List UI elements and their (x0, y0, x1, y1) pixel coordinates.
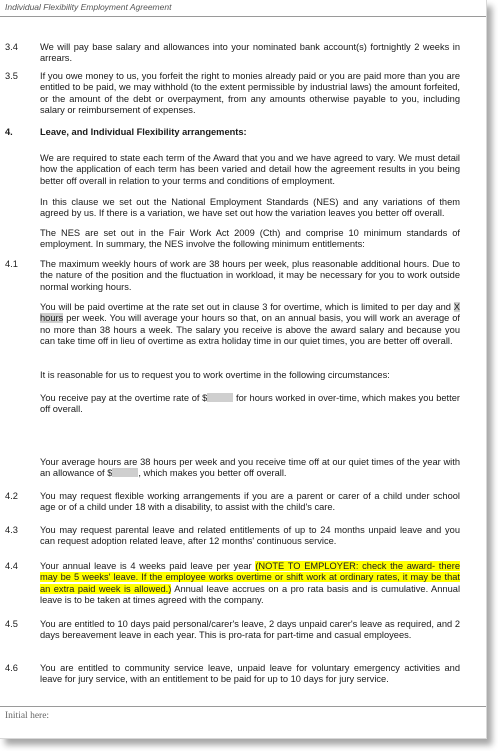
clause-number: 3.4 (5, 42, 18, 52)
section-title: Leave, and Individual Flexibility arrangements: (40, 127, 247, 137)
clause-text: You are entitled to 10 days paid personal/carer's leave, 2 days unpaid carer's leave as required, and 2 days bereavement leave in each year. This is pro-rata for part-time and casual employees. (40, 619, 460, 641)
document-header: Individual Flexibility Employment Agreement (5, 2, 172, 12)
clause-number: 3.5 (5, 71, 18, 81)
paragraph-text: It is reasonable for us to request you to work overtime in the following circumstances: (40, 370, 390, 380)
paragraph-text (40, 457, 460, 480)
redacted-amount (207, 393, 233, 402)
paragraph-text: We are required to state each term of the Award that you and we have agreed to vary. We must detail how the application of each term has been varied and detail how the agreement results in you being better off overall in relation to your terms and conditions of employment. (40, 153, 460, 186)
section-number: 4. (5, 127, 13, 137)
clause-text: You are entitled to community service leave, unpaid leave for voluntary emergency activities and leave for jury service, with an entitlement to be paid for up to 10 days for jury service. (40, 663, 460, 685)
employer-note-highlight: (NOTE TO EMPLOYER: check the award- there may be 5 weeks' leave. If the employee works overtime or shift work at ordinary rates, it may be that an extra paid week is allowed.) (40, 561, 460, 594)
clause-text: If you owe money to us, you forfeit the right to monies already paid or you are paid more than you are entitled to be paid, we may withhold (to the extent permissible by industrial laws) the amount forfeited, or the amount of the debt or overpayment, from any amounts otherwise payable to you, including salary or reimbursement of expenses. (40, 71, 460, 115)
clause-text: You may request parental leave and related entitlements of up to 24 months unpaid leave and you can request adoption related leave, after 12 months' continuous service. (40, 525, 460, 547)
text-pre: You receive pay at the overtime rate of $ (40, 393, 208, 403)
clause-number: 4.2 (5, 491, 18, 501)
text-pre: Your annual leave is 4 weeks paid leave per year (40, 561, 256, 571)
clause-text: You may request flexible working arrangements if you are a parent or carer of a child under school age or of a child under 18 with a disability, to assist with the child's care. (40, 491, 460, 513)
paragraph-text: In this clause we set out the National Employment Standards (NES) and any variations of them agreed by us. If there is a variation, we have set out how the variation leaves you better off overall. (40, 197, 460, 219)
paragraph-text: The NES are set out in the Fair Work Act 2009 (Cth) and comprise 10 minimum standards of employment. In summary, the NES involve the following minimum entitlements: (40, 228, 460, 250)
text-post: Annual leave accrues on a pro rata basis and is cumulative. Annual leave is to be taken at times agreed with the company. (40, 583, 461, 605)
clause-number: 4.6 (5, 663, 18, 673)
clause-number: 4.5 (5, 619, 18, 629)
text-post: per week. You will average your hours so that, on an annual basis, you will work an average of no more than 38 hours a week. The salary you receive is above the award salary and because you can take time off in lieu of overtime as extra holiday time in our quiet times, you are better off overall. (40, 313, 460, 346)
clause-number: 4.4 (5, 561, 18, 571)
paragraph-text (40, 393, 460, 416)
initial-here-label: Initial here: (5, 711, 50, 721)
text-pre: Your average hours are 38 hours per week and you receive time off at our quiet times of the year with an allowance of $ (40, 457, 460, 479)
clause-number: 4.1 (5, 259, 18, 269)
text-post: , which makes you better off overall. (138, 468, 287, 479)
clause-text: The maximum weekly hours of work are 38 hours per week, plus reasonable additional hours. Due to the nature of the position and the fluctuation in workload, it may be necessary for you to work outside normal working hours. (40, 259, 460, 292)
header-divider (0, 16, 486, 17)
paragraph-text (40, 302, 460, 347)
text-pre: You will be paid overtime at the rate set out in clause 3 for overtime, which is limited to per day and (40, 302, 454, 312)
footer-divider (0, 706, 486, 707)
clause-text (40, 561, 460, 606)
clause-number: 4.3 (5, 525, 18, 535)
redacted-amount (112, 468, 138, 477)
clause-text: We will pay base salary and allowances into your nominated bank account(s) fortnightly 2 weeks in arrears. (40, 42, 460, 64)
text-post: for hours worked in over-time, which makes you better off overall. (40, 393, 460, 415)
x-hours-placeholder: X hours (40, 302, 460, 324)
